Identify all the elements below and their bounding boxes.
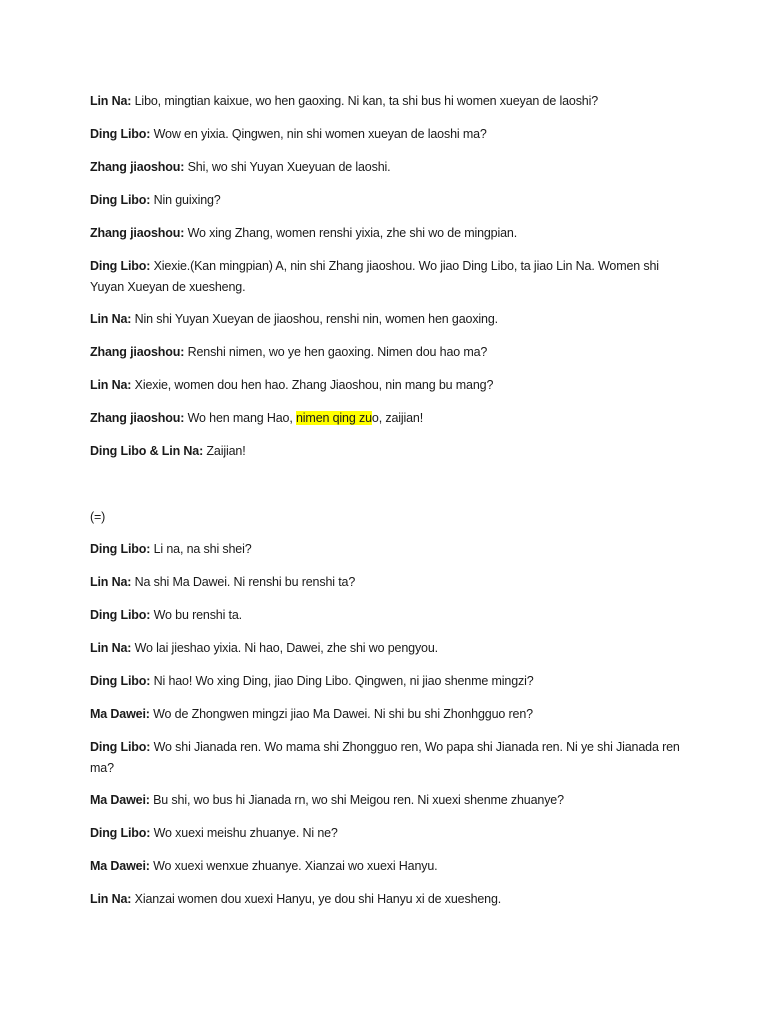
dialogue-text: Wo xuexi wenxue zhuanye. Xianzai wo xuexi Hanyu. (149, 859, 438, 873)
dialogue-line (90, 91, 690, 112)
dialogue-text: Na shi Ma Dawei. Ni renshi bu renshi ta? (131, 575, 356, 589)
dialogue-line (90, 256, 690, 298)
dialogue-text: Ni hao! Wo xing Ding, jiao Ding Libo. Qingwen, ni jiao shenme mingzi? (150, 674, 534, 688)
speaker-name: Ding Libo: (90, 193, 151, 207)
dialogue-line (90, 823, 690, 844)
dialogue-text: Wo de Zhongwen mingzi jiao Ma Dawei. Ni shi bu shi Zhonhgguo ren? (149, 707, 533, 721)
dialogue-text: Wo bu renshi ta. (150, 608, 243, 622)
dialogue-text: Wow en yixia. Qingwen, nin shi women xueyan de laoshi ma? (150, 127, 487, 141)
speaker-name: Ding Libo: (90, 740, 151, 754)
dialogue-line (90, 342, 690, 363)
dialogue-text: Xiexie, women dou hen hao. Zhang Jiaoshou, nin mang bu mang? (131, 378, 494, 392)
speaker-name: Ding Libo: (90, 674, 151, 688)
dialogue-text: Wo hen mang Hao, (184, 411, 296, 425)
dialogue-text: Libo, mingtian kaixue, wo hen gaoxing. Ni kan, ta shi bus hi women xueyan de laoshi? (131, 94, 599, 108)
dialogue-text: Nin guixing? (150, 193, 221, 207)
dialogue-line (90, 605, 690, 626)
dialogue-line (90, 309, 690, 330)
dialogue-line (90, 704, 690, 725)
dialogue-line (90, 889, 690, 910)
speaker-name: Lin Na: (90, 892, 132, 906)
dialogue-line (90, 190, 690, 211)
dialogue-text: Wo xuexi meishu zhuanye. Ni ne? (150, 826, 338, 840)
speaker-name: Ding Libo & Lin Na: (90, 444, 204, 458)
dialogue-text: Xianzai women dou xuexi Hanyu, ye dou shi Hanyu xi de xuesheng. (131, 892, 502, 906)
dialogue-text: Zaijian! (203, 444, 246, 458)
dialogue-line (90, 790, 690, 811)
speaker-name: Ding Libo: (90, 259, 151, 273)
speaker-name: Zhang jiaoshou: (90, 345, 185, 359)
speaker-name: Ma Dawei: (90, 707, 150, 721)
speaker-name: Lin Na: (90, 641, 132, 655)
dialogue-text: Nin shi Yuyan Xueyan de jiaoshou, renshi nin, women hen gaoxing. (131, 312, 498, 326)
highlighted-text: nimen qing zu (296, 411, 372, 425)
dialogue-line (90, 737, 690, 779)
speaker-name: Ma Dawei: (90, 793, 150, 807)
dialogue-text: Bu shi, wo bus hi Jianada rn, wo shi Meigou ren. Ni xuexi shenme zhuanye? (149, 793, 564, 807)
dialogue-line (90, 441, 690, 462)
speaker-name: Zhang jiaoshou: (90, 411, 185, 425)
dialogue-text: Li na, na shi shei? (150, 542, 252, 556)
dialogue-text: Renshi nimen, wo ye hen gaoxing. Nimen dou hao ma? (184, 345, 488, 359)
speaker-name: Lin Na: (90, 575, 132, 589)
dialogue-line (90, 124, 690, 145)
dialogue-line (90, 157, 690, 178)
dialogue-text: Wo xing Zhang, women renshi yixia, zhe shi wo de mingpian. (184, 226, 518, 240)
speaker-name: Lin Na: (90, 94, 132, 108)
dialogue-line (90, 856, 690, 877)
speaker-name: Ding Libo: (90, 826, 151, 840)
section-marker: (=) (90, 510, 106, 524)
dialogue-text: Xiexie.(Kan mingpian) A, nin shi Zhang jiaoshou. Wo jiao Ding Libo, ta jiao Lin Na. Women shi Yuyan Xueyan de xuesheng. (90, 259, 659, 294)
speaker-name: Zhang jiaoshou: (90, 226, 185, 240)
dialogue-line (90, 671, 690, 692)
speaker-name: Ding Libo: (90, 542, 151, 556)
dialogue-line (90, 572, 690, 593)
speaker-name: Ma Dawei: (90, 859, 150, 873)
dialogue-line (90, 638, 690, 659)
speaker-name: Lin Na: (90, 378, 132, 392)
dialogue-line (90, 375, 690, 396)
speaker-name: Zhang jiaoshou: (90, 160, 185, 174)
speaker-name: Ding Libo: (90, 608, 151, 622)
dialogue-text: o, zaijian! (371, 411, 424, 425)
dialogue-text: Wo lai jieshao yixia. Ni hao, Dawei, zhe shi wo pengyou. (131, 641, 438, 655)
dialogue-text: Wo shi Jianada ren. Wo mama shi Zhongguo ren, Wo papa shi Jianada ren. Ni ye shi Jianada ren ma? (90, 740, 680, 775)
dialogue-line (90, 408, 690, 429)
speaker-name: Ding Libo: (90, 127, 151, 141)
speaker-name: Lin Na: (90, 312, 132, 326)
dialogue-text: Shi, wo shi Yuyan Xueyuan de laoshi. (184, 160, 391, 174)
dialogue-line (90, 539, 690, 560)
dialogue-line (90, 223, 690, 244)
